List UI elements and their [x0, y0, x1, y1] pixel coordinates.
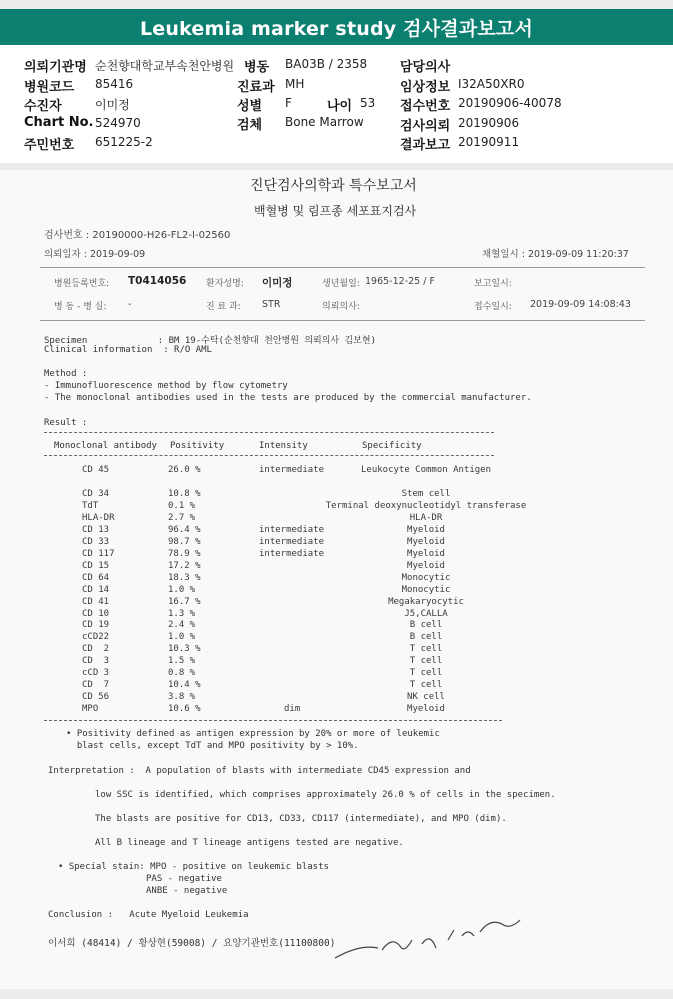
- hospital-code-value: 85416: [95, 77, 134, 91]
- ward-room-label: 병 동 - 병 실:: [54, 302, 107, 312]
- rrn-value: 651225-2: [95, 135, 153, 149]
- patient-label: 수진자: [24, 99, 62, 114]
- col-header-positivity: Positivity: [170, 441, 225, 451]
- cell-positivity: 0.1 %: [168, 500, 196, 511]
- cell-antibody: TdT: [82, 500, 99, 511]
- chart-no-label: Chart No.: [24, 115, 94, 130]
- report-banner: [0, 9, 673, 45]
- department-value: MH: [285, 77, 305, 91]
- report-time-label: 보고일시:: [474, 279, 512, 289]
- cell-intensity: intermediate: [259, 548, 325, 559]
- age-value: 53: [360, 96, 376, 110]
- request-value: 20190906: [458, 116, 520, 130]
- cell-specificity: Monocytic: [401, 572, 451, 583]
- clinical-info-line: Clinical information : R/O AML: [44, 345, 212, 355]
- age-label: 나이: [327, 99, 353, 114]
- cell-specificity: B cell: [409, 620, 443, 631]
- cell-positivity: 3.8 %: [168, 692, 196, 703]
- cell-antibody: CD 34: [82, 489, 110, 499]
- special-stain-line-1: • Special stain: MPO - positive on leukemic blasts: [58, 862, 329, 872]
- interpretation-line-2: low SSC is identified, which comprises approximately 26.0 % of cells in the specimen.: [95, 790, 556, 800]
- institution-label: 의뢰기관명: [24, 60, 87, 75]
- receipt-time-value: 2019-09-09 14:08:43: [530, 299, 631, 310]
- result-title: Result :: [44, 418, 88, 428]
- banner-title: Leukemia marker study 검사결과보고서: [139, 17, 534, 40]
- cell-antibody: CD 13: [82, 524, 110, 535]
- patient-name-label: 환자성명:: [206, 279, 244, 289]
- cell-positivity: 2.4 %: [168, 620, 196, 631]
- special-stain-line-3: ANBE - negative: [146, 886, 228, 896]
- method-line-2: - The monoclonal antibodies used in the tests are produced by the commercial manufacturer.: [44, 393, 532, 403]
- collection-date: 채혈일시 : 2019-09-09 11:20:37: [482, 249, 629, 260]
- cell-antibody: CD 2: [82, 644, 110, 655]
- cell-antibody: CD 14: [82, 584, 110, 595]
- dob-label: 생년월일:: [322, 279, 360, 289]
- cell-antibody: CD 3: [82, 656, 110, 667]
- reg-no-value: T0414056: [128, 275, 187, 287]
- cell-positivity: 10.3 %: [168, 644, 201, 655]
- special-stain-line-2: PAS - negative: [146, 874, 222, 884]
- request-date: 의뢰일자 : 2019-09-09: [44, 249, 146, 260]
- report-title: 진단검사의학과 특수보고서: [250, 178, 417, 194]
- cell-intensity: intermediate: [259, 465, 325, 475]
- clinical-info-label: 임상정보: [400, 80, 451, 95]
- col-header-intensity: Intensity: [259, 441, 308, 451]
- ward-value: BA03B / 2358: [285, 57, 368, 71]
- cell-specificity: Myeloid: [407, 560, 445, 571]
- cell-antibody: cCD 3: [82, 668, 110, 679]
- dept-label: 진 료 과:: [206, 302, 241, 312]
- cell-specificity: T cell: [409, 680, 443, 691]
- cell-positivity: 78.9 %: [168, 548, 201, 559]
- col-header-specificity: Specificity: [362, 441, 422, 451]
- cell-positivity: 0.8 %: [168, 668, 196, 679]
- cell-antibody: CD 7: [82, 680, 110, 691]
- cell-specificity: B cell: [409, 632, 443, 643]
- institution-value: 순천향대학교부속천안병원: [95, 59, 235, 73]
- method-line-1: - Immunofluorescence method by flow cytometry: [44, 381, 288, 391]
- patient-value: 이미정: [95, 98, 130, 112]
- report-subtitle: 백혈병 및 림프종 세포표지검사: [254, 204, 417, 218]
- specimen-line: Specimen : BM 19-수탁(순천향대 천안병원 의뢰의사 김보현): [44, 336, 377, 346]
- cell-antibody: cCD22: [82, 632, 110, 643]
- cell-positivity: 1.0 %: [168, 632, 196, 643]
- ward-label: 병동: [244, 60, 270, 75]
- patient-info-header: [0, 45, 673, 163]
- cell-intensity: dim: [284, 704, 301, 715]
- cell-antibody: CD 15: [82, 560, 110, 571]
- cell-intensity: intermediate: [259, 536, 325, 547]
- cell-antibody: CD 33: [82, 536, 110, 547]
- req-doctor-label: 의뢰의사:: [322, 302, 360, 312]
- cell-specificity: T cell: [409, 656, 443, 667]
- cell-positivity: 96.4 %: [168, 524, 201, 535]
- reg-no-label: 병원등록번호:: [54, 279, 110, 289]
- dept-value: STR: [262, 299, 281, 310]
- method-title: Method :: [44, 369, 88, 379]
- cell-specificity: Terminal deoxynucleotidyl transferase: [325, 500, 527, 511]
- clinical-info-value: I32A50XR0: [458, 77, 525, 91]
- cell-intensity: intermediate: [259, 524, 325, 535]
- footnote-line-1: • Positivity defined as antigen expression by 20% or more of leukemic: [66, 729, 440, 739]
- cell-specificity: T cell: [409, 668, 443, 679]
- result-divider-top: [44, 432, 494, 433]
- divider-mid: [40, 320, 645, 321]
- cell-positivity: 26.0 %: [168, 465, 201, 475]
- cell-antibody: CD 41: [82, 596, 110, 607]
- result-divider-bottom: [44, 720, 502, 721]
- chart-no-value: 524970: [95, 116, 141, 130]
- request-label: 검사의뢰: [400, 119, 451, 134]
- footnote-line-2: blast cells, except TdT and MPO positivity by > 10%.: [66, 741, 359, 751]
- result-divider-header: [44, 455, 494, 456]
- doctor-label: 담당의사: [400, 60, 451, 75]
- cell-specificity: Myeloid: [407, 536, 445, 547]
- scanned-report: [0, 170, 673, 989]
- cell-antibody: CD 10: [82, 608, 110, 619]
- divider-top: [40, 267, 645, 268]
- cell-positivity: 2.7 %: [168, 512, 196, 523]
- signers-line: 이서희 (48414) / 황상현(59008) / 요양기관번호(11100800): [48, 938, 336, 949]
- sex-label: 성별: [237, 99, 263, 114]
- cell-positivity: 1.3 %: [168, 608, 196, 619]
- cell-antibody: MPO: [82, 704, 99, 715]
- cell-specificity: T cell: [409, 644, 443, 655]
- cell-antibody: CD 56: [82, 692, 110, 703]
- hospital-code-label: 병원코드: [24, 80, 75, 95]
- receipt-value: 20190906-40078: [458, 96, 562, 110]
- cell-antibody: CD 64: [82, 572, 110, 583]
- report-date-label: 결과보고: [400, 138, 451, 153]
- rrn-label: 주민번호: [24, 138, 75, 153]
- cell-antibody: CD 19: [82, 620, 110, 631]
- cell-specificity: NK cell: [407, 692, 445, 703]
- receipt-label: 접수번호: [400, 99, 451, 114]
- cell-positivity: 10.8 %: [168, 489, 201, 499]
- cell-positivity: 10.4 %: [168, 680, 201, 691]
- handwritten-signature: [330, 906, 530, 966]
- cell-specificity: Stem cell: [401, 489, 451, 499]
- cell-antibody: CD 117: [82, 548, 115, 559]
- cell-specificity: Myeloid: [407, 704, 445, 715]
- interpretation-line-4: All B lineage and T lineage antigens tested are negative.: [95, 838, 404, 848]
- cell-positivity: 98.7 %: [168, 536, 201, 547]
- department-label: 진료과: [237, 80, 275, 95]
- cell-positivity: 16.7 %: [168, 596, 201, 607]
- cell-specificity: Myeloid: [407, 548, 445, 559]
- ward-room-value: -: [128, 299, 132, 310]
- specimen-label: 검체: [237, 118, 263, 133]
- cell-positivity: 1.0 %: [168, 584, 196, 595]
- cell-positivity: 17.2 %: [168, 560, 201, 571]
- cell-positivity: 1.5 %: [168, 656, 196, 667]
- col-header-antibody: Monoclonal antibody: [54, 441, 157, 451]
- cell-specificity: Leukocyte Common Antigen: [360, 465, 492, 475]
- interpretation-line-1: Interpretation : A population of blasts with intermediate CD45 expression and: [48, 766, 471, 776]
- exam-number: 검사번호 : 20190000-H26-FL2-I-02560: [44, 230, 231, 241]
- cell-positivity: 18.3 %: [168, 572, 201, 583]
- cell-specificity: Monocytic: [401, 584, 451, 595]
- cell-specificity: Myeloid: [407, 524, 445, 535]
- cell-antibody: CD 45: [82, 465, 110, 475]
- cell-positivity: 10.6 %: [168, 704, 201, 715]
- interpretation-line-3: The blasts are positive for CD13, CD33, CD117 (intermediate), and MPO (dim).: [95, 814, 507, 824]
- cell-antibody: HLA-DR: [82, 512, 115, 523]
- cell-specificity: HLA-DR: [409, 512, 443, 523]
- conclusion-line: Conclusion : Acute Myeloid Leukemia: [48, 910, 249, 920]
- sex-value: F: [285, 96, 292, 110]
- specimen-value: Bone Marrow: [285, 115, 364, 129]
- receipt-time-label: 접수일시:: [474, 302, 512, 312]
- report-date-value: 20190911: [458, 135, 520, 149]
- patient-name-value: 이미정: [262, 277, 293, 289]
- cell-specificity: J5,CALLA: [404, 608, 448, 619]
- dob-value: 1965-12-25 / F: [365, 276, 435, 287]
- cell-specificity: Megakaryocytic: [388, 596, 464, 607]
